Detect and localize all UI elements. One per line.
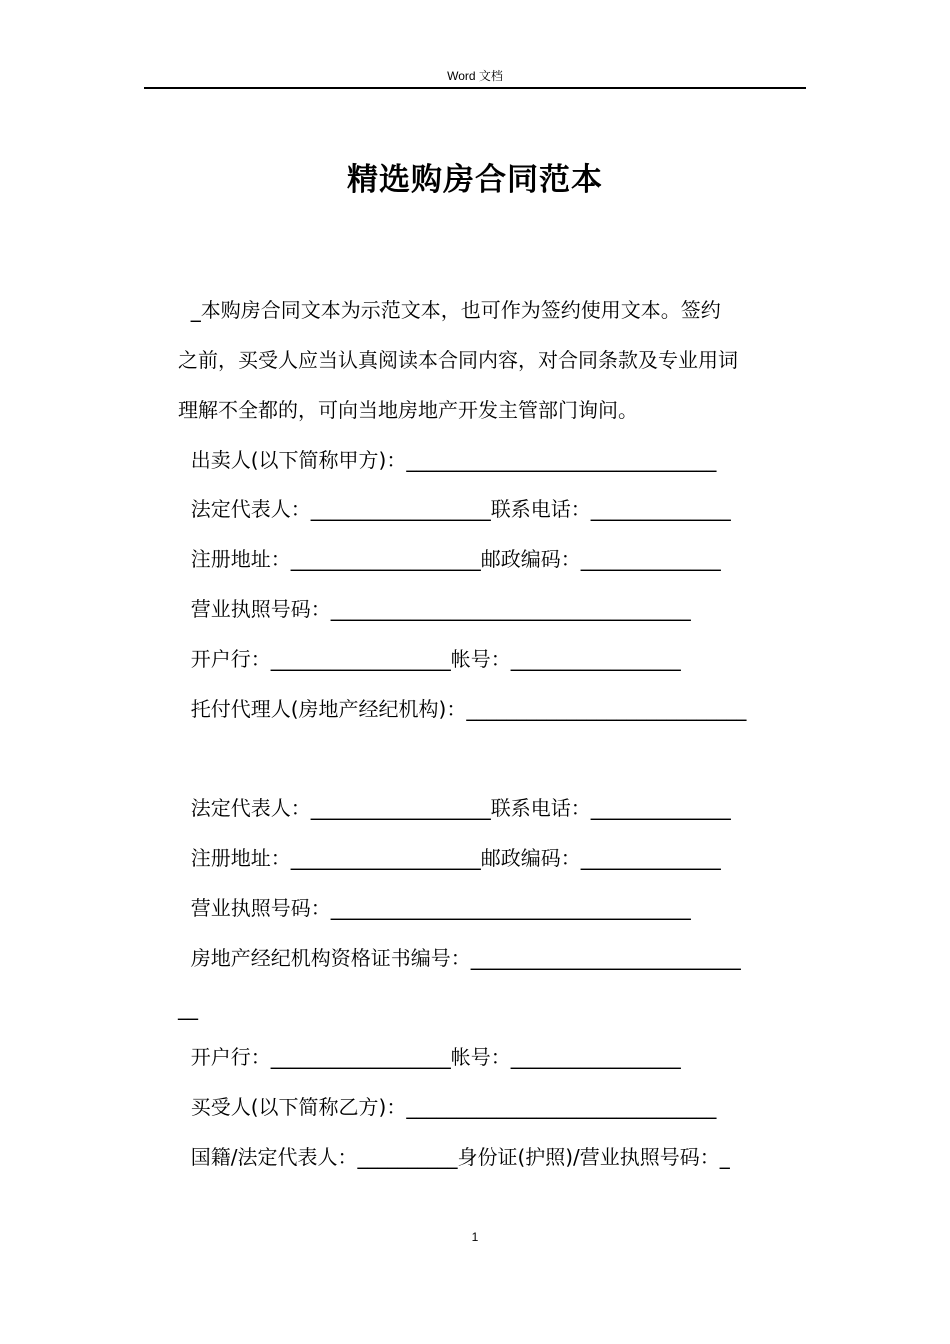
seller-license-line: 营业执照号码：____________________________________ — [178, 597, 691, 621]
header-divider — [144, 87, 806, 89]
agent-certificate-line: 房地产经纪机构资格证书编号：___________________________ — [178, 946, 741, 970]
seller-representative-line: 法定代表人：__________________联系电话：______________ — [178, 497, 731, 521]
body-line: _本购房合同文本为示范文本，也可作为签约使用文本。签约 — [178, 298, 721, 322]
seller-bank-line: 开户行：__________________帐号：_________________ — [178, 647, 681, 671]
agent-line: 托付代理人(房地产经纪机构)：____________________________ — [178, 697, 747, 721]
agent-certificate-continuation: __ — [178, 996, 198, 1020]
body-line: 理解不全都的，可向当地房地产开发主管部门询问。 — [178, 398, 638, 422]
header-text: Word 文档 — [447, 69, 503, 83]
agent-representative-line: 法定代表人：__________________联系电话：______________ — [178, 796, 731, 820]
agent-license-line: 营业执照号码：____________________________________ — [178, 896, 691, 920]
seller-line: 出卖人(以下简称甲方)：_______________________________ — [178, 448, 717, 472]
buyer-line: 买受人(以下简称乙方)：_______________________________ — [178, 1095, 717, 1119]
page-number: 1 — [471, 1230, 479, 1244]
buyer-id-line: 国籍/法定代表人：__________身份证(护照)/营业执照号码：_ — [178, 1145, 730, 1169]
body-line: 之前，买受人应当认真阅读本合同内容，对合同条款及专业用词 — [178, 348, 738, 372]
document-title: 精选购房合同范本 — [347, 162, 603, 198]
agent-bank-line: 开户行：__________________帐号：_________________ — [178, 1045, 681, 1069]
agent-address-line: 注册地址：___________________邮政编码：______________ — [178, 846, 721, 870]
seller-address-line: 注册地址：___________________邮政编码：______________ — [178, 547, 721, 571]
